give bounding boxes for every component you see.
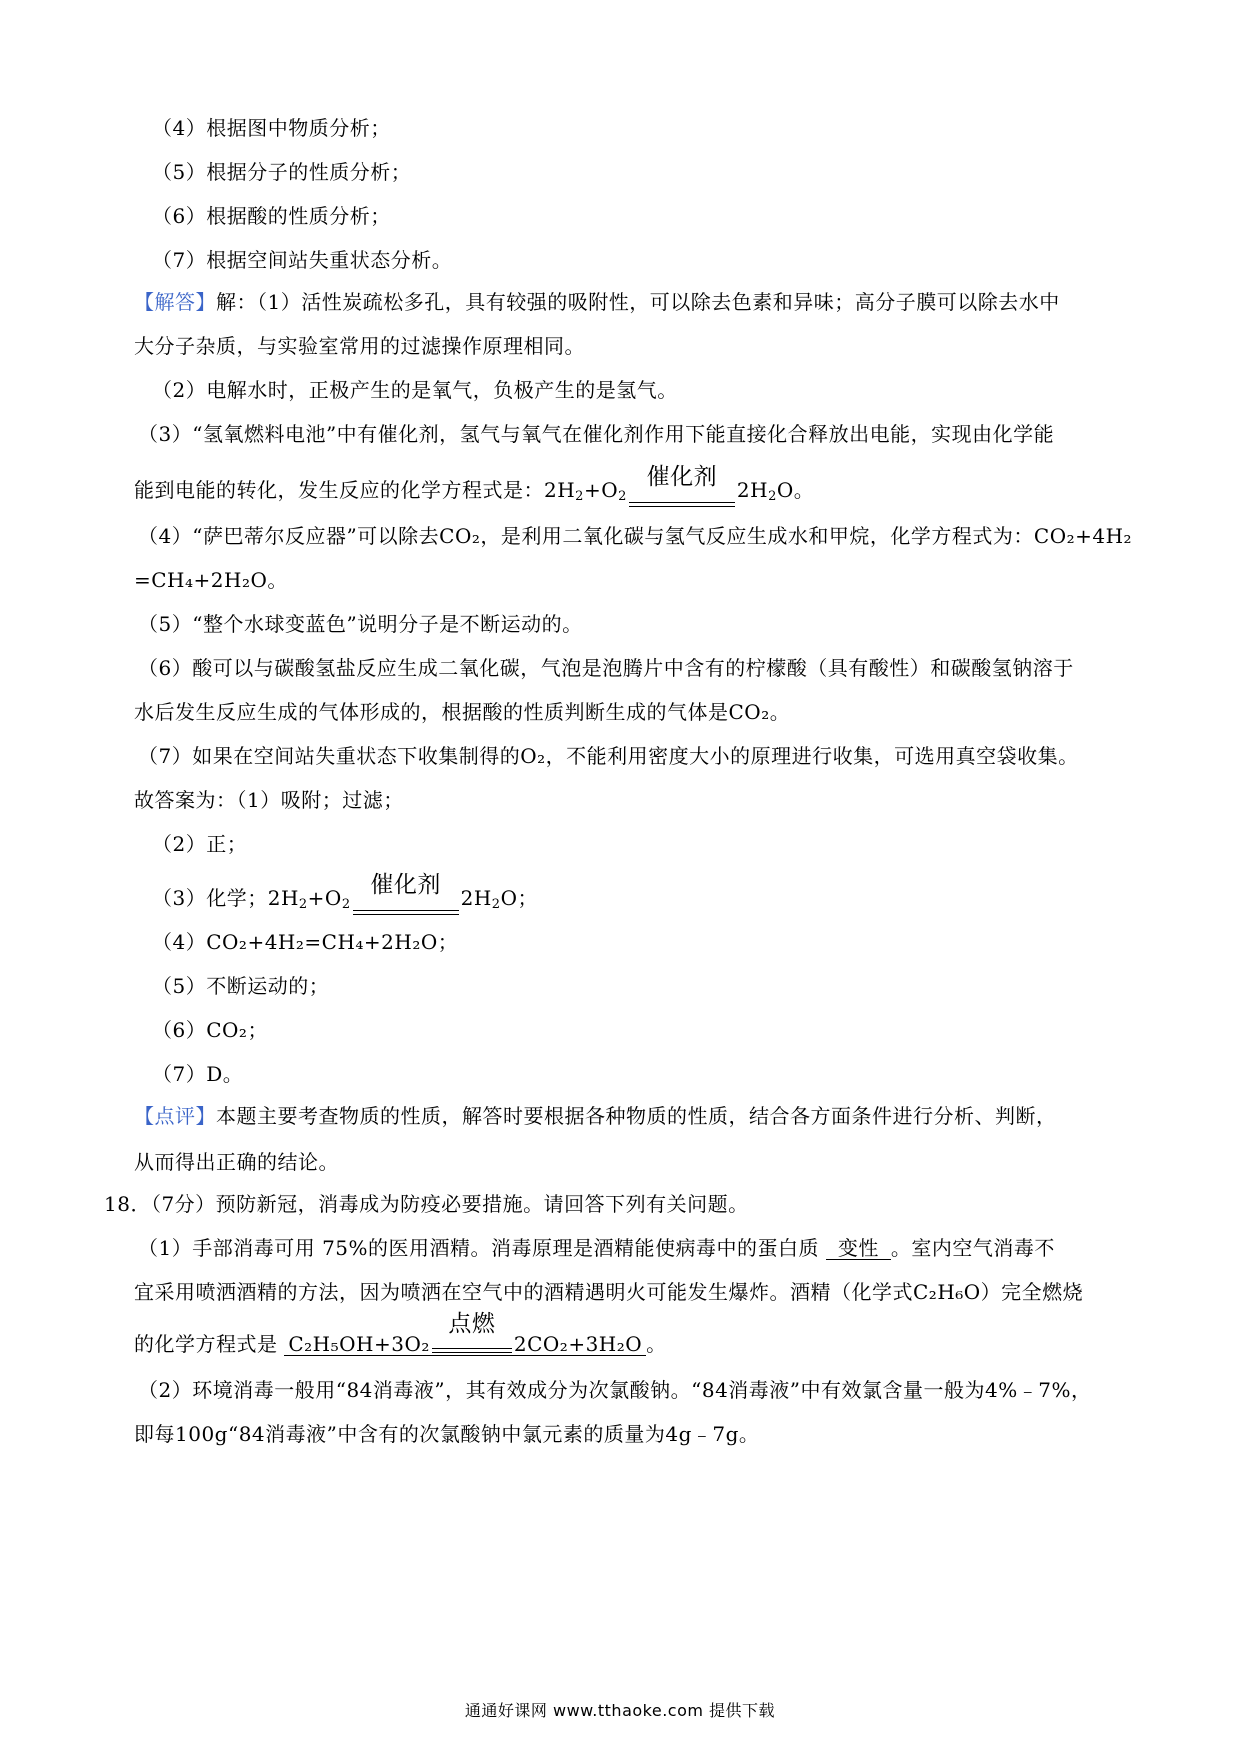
answer-intro-line2: 大分子杂质，与实验室常用的过滤操作原理相同。 (134, 334, 585, 358)
q18-p1-post: 。室内空气消毒不 (890, 1236, 1055, 1260)
combustion-products: 2CO₂+3H₂O (513, 1332, 643, 1356)
final-answer-4: （4）CO₂+4H₂=CH₄+2H₂O； (152, 930, 459, 954)
analysis-item-5: （5）根据分子的性质分析； (152, 160, 412, 184)
catalyst-equals-sign (351, 872, 461, 919)
subscript-2: 2 (618, 489, 627, 504)
answer-item-3-line1: （3）“氢氧燃料电池”中有催化剂，氢气与氧气在催化剂作用下能直接化合释放出电能，实现由化学能 (138, 422, 1055, 446)
comment-tag: 【点评】 (134, 1104, 216, 1128)
question-18-part1-line3 (134, 1311, 667, 1358)
comment-line2: 从而得出正确的结论。 (134, 1150, 339, 1174)
ignite-equals-sign (430, 1311, 514, 1355)
answer-item-7: （7）如果在空间站失重状态下收集制得的O₂，不能利用密度大小的原理进行收集，可选用真空袋收集。 (138, 744, 1079, 768)
page-footer: 通通好课网 www.tthaoke.com 提供下载 (464, 1701, 776, 1720)
q18-p1-pre: （1）手部消毒可用 75%的医用酒精。消毒原理是酒精能使病毒中的蛋白质 (138, 1236, 820, 1260)
answer-item-3-line2 (134, 464, 815, 511)
a3-equation-end: O。 (776, 478, 815, 502)
answer-blank-1: 变性 (826, 1237, 891, 1260)
question-18-part1-line2: 宜采用喷洒酒精的方法，因为喷洒在空气中的酒精遇明火可能发生爆炸。酒精（化学式C₂H₆O）完全燃烧 (134, 1280, 1084, 1304)
f3-equation-end: O； (500, 886, 538, 910)
answer-item-5: （5）“整个水球变蓝色”说明分子是不断运动的。 (138, 612, 583, 636)
ignite-label: 点燃 (448, 1311, 496, 1337)
subscript-2: 2 (341, 897, 351, 912)
final-answer-2: （2）正； (152, 832, 248, 856)
answer-item-4-line1: （4）“萨巴蒂尔反应器”可以除去CO₂，是利用二氧化碳与氢气反应生成水和甲烷，化学方程式为：CO₂+4H₂ (138, 524, 1133, 548)
question-18-part2-line1: （2）环境消毒一般用“84消毒液”，其有效成分为次氯酸钠。“84消毒液”中有效氯含量一般为4%﹣7%， (138, 1378, 1092, 1402)
catalyst-label: 催化剂 (646, 464, 718, 490)
final-answer-7: （7）D。 (152, 1062, 244, 1086)
question-18-part2-line2: 即每100g“84消毒液”中含有的次氯酸钠中氯元素的质量为4g﹣7g。 (134, 1422, 760, 1446)
final-answer-5: （5）不断运动的； (152, 974, 330, 998)
subscript-2: 2 (491, 897, 501, 912)
q18-p1-line3-end: 。 (646, 1332, 667, 1356)
final-answer-3 (152, 872, 538, 919)
question-18-part1-line1 (138, 1234, 1055, 1262)
comment-line1 (134, 1102, 1057, 1130)
final-answer-6: （6）CO₂； (152, 1018, 268, 1042)
answer-intro (134, 288, 1060, 316)
q18-p1-line3-pre: 的化学方程式是 (134, 1332, 278, 1356)
f3-equation-product: 2H (460, 886, 492, 910)
a3-equation-product: 2H (736, 478, 769, 502)
combustion-reactants: C₂H₅OH+3O₂ (288, 1332, 430, 1356)
answer-item-4-line2: =CH₄+2H₂O。 (134, 568, 288, 592)
catalyst-label: 催化剂 (370, 872, 441, 898)
a3-equation-prefix: 能到电能的转化，发生反应的化学方程式是：2H (134, 478, 576, 502)
answer-item-6-line2: 水后发生反应生成的气体形成的，根据酸的性质判断生成的气体是CO₂。 (134, 700, 791, 724)
answer-item-6-line1: （6）酸可以与碳酸氢盐反应生成二氧化碳，气泡是泡腾片中含有的柠檬酸（具有酸性）和碳酸氢钠溶于 (138, 656, 1074, 680)
subscript-2: 2 (298, 897, 308, 912)
subscript-2: 2 (575, 489, 584, 504)
answer-tag: 【解答】 (134, 290, 216, 314)
catalyst-equals-sign (627, 464, 737, 511)
subscript-2: 2 (768, 489, 777, 504)
f3-equation-prefix: （3）化学；2H (152, 886, 299, 910)
analysis-item-6: （6）根据酸的性质分析； (152, 204, 391, 228)
answer-item-2: （2）电解水时，正极产生的是氧气，负极产生的是氢气。 (152, 378, 678, 402)
comment-text: 本题主要考查物质的性质，解答时要根据各种物质的性质，结合各方面条件进行分析、判断， (216, 1104, 1057, 1128)
answer-blank-2 (284, 1311, 646, 1356)
f3-equation-mid: +O (307, 886, 342, 910)
analysis-item-7: （7）根据空间站失重状态分析。 (152, 248, 453, 272)
analysis-item-4: （4）根据图中物质分析； (152, 116, 391, 140)
a3-equation-mid: +O (583, 478, 619, 502)
answer-intro-text: 解：（1）活性炭疏松多孔，具有较强的吸附性，可以除去色素和异味；高分子膜可以除去水中 (216, 290, 1060, 314)
final-answer-intro: 故答案为：（1）吸附；过滤； (134, 788, 404, 812)
question-18-title: 18．（7分）预防新冠，消毒成为防疫必要措施。请回答下列有关问题。 (104, 1192, 749, 1216)
